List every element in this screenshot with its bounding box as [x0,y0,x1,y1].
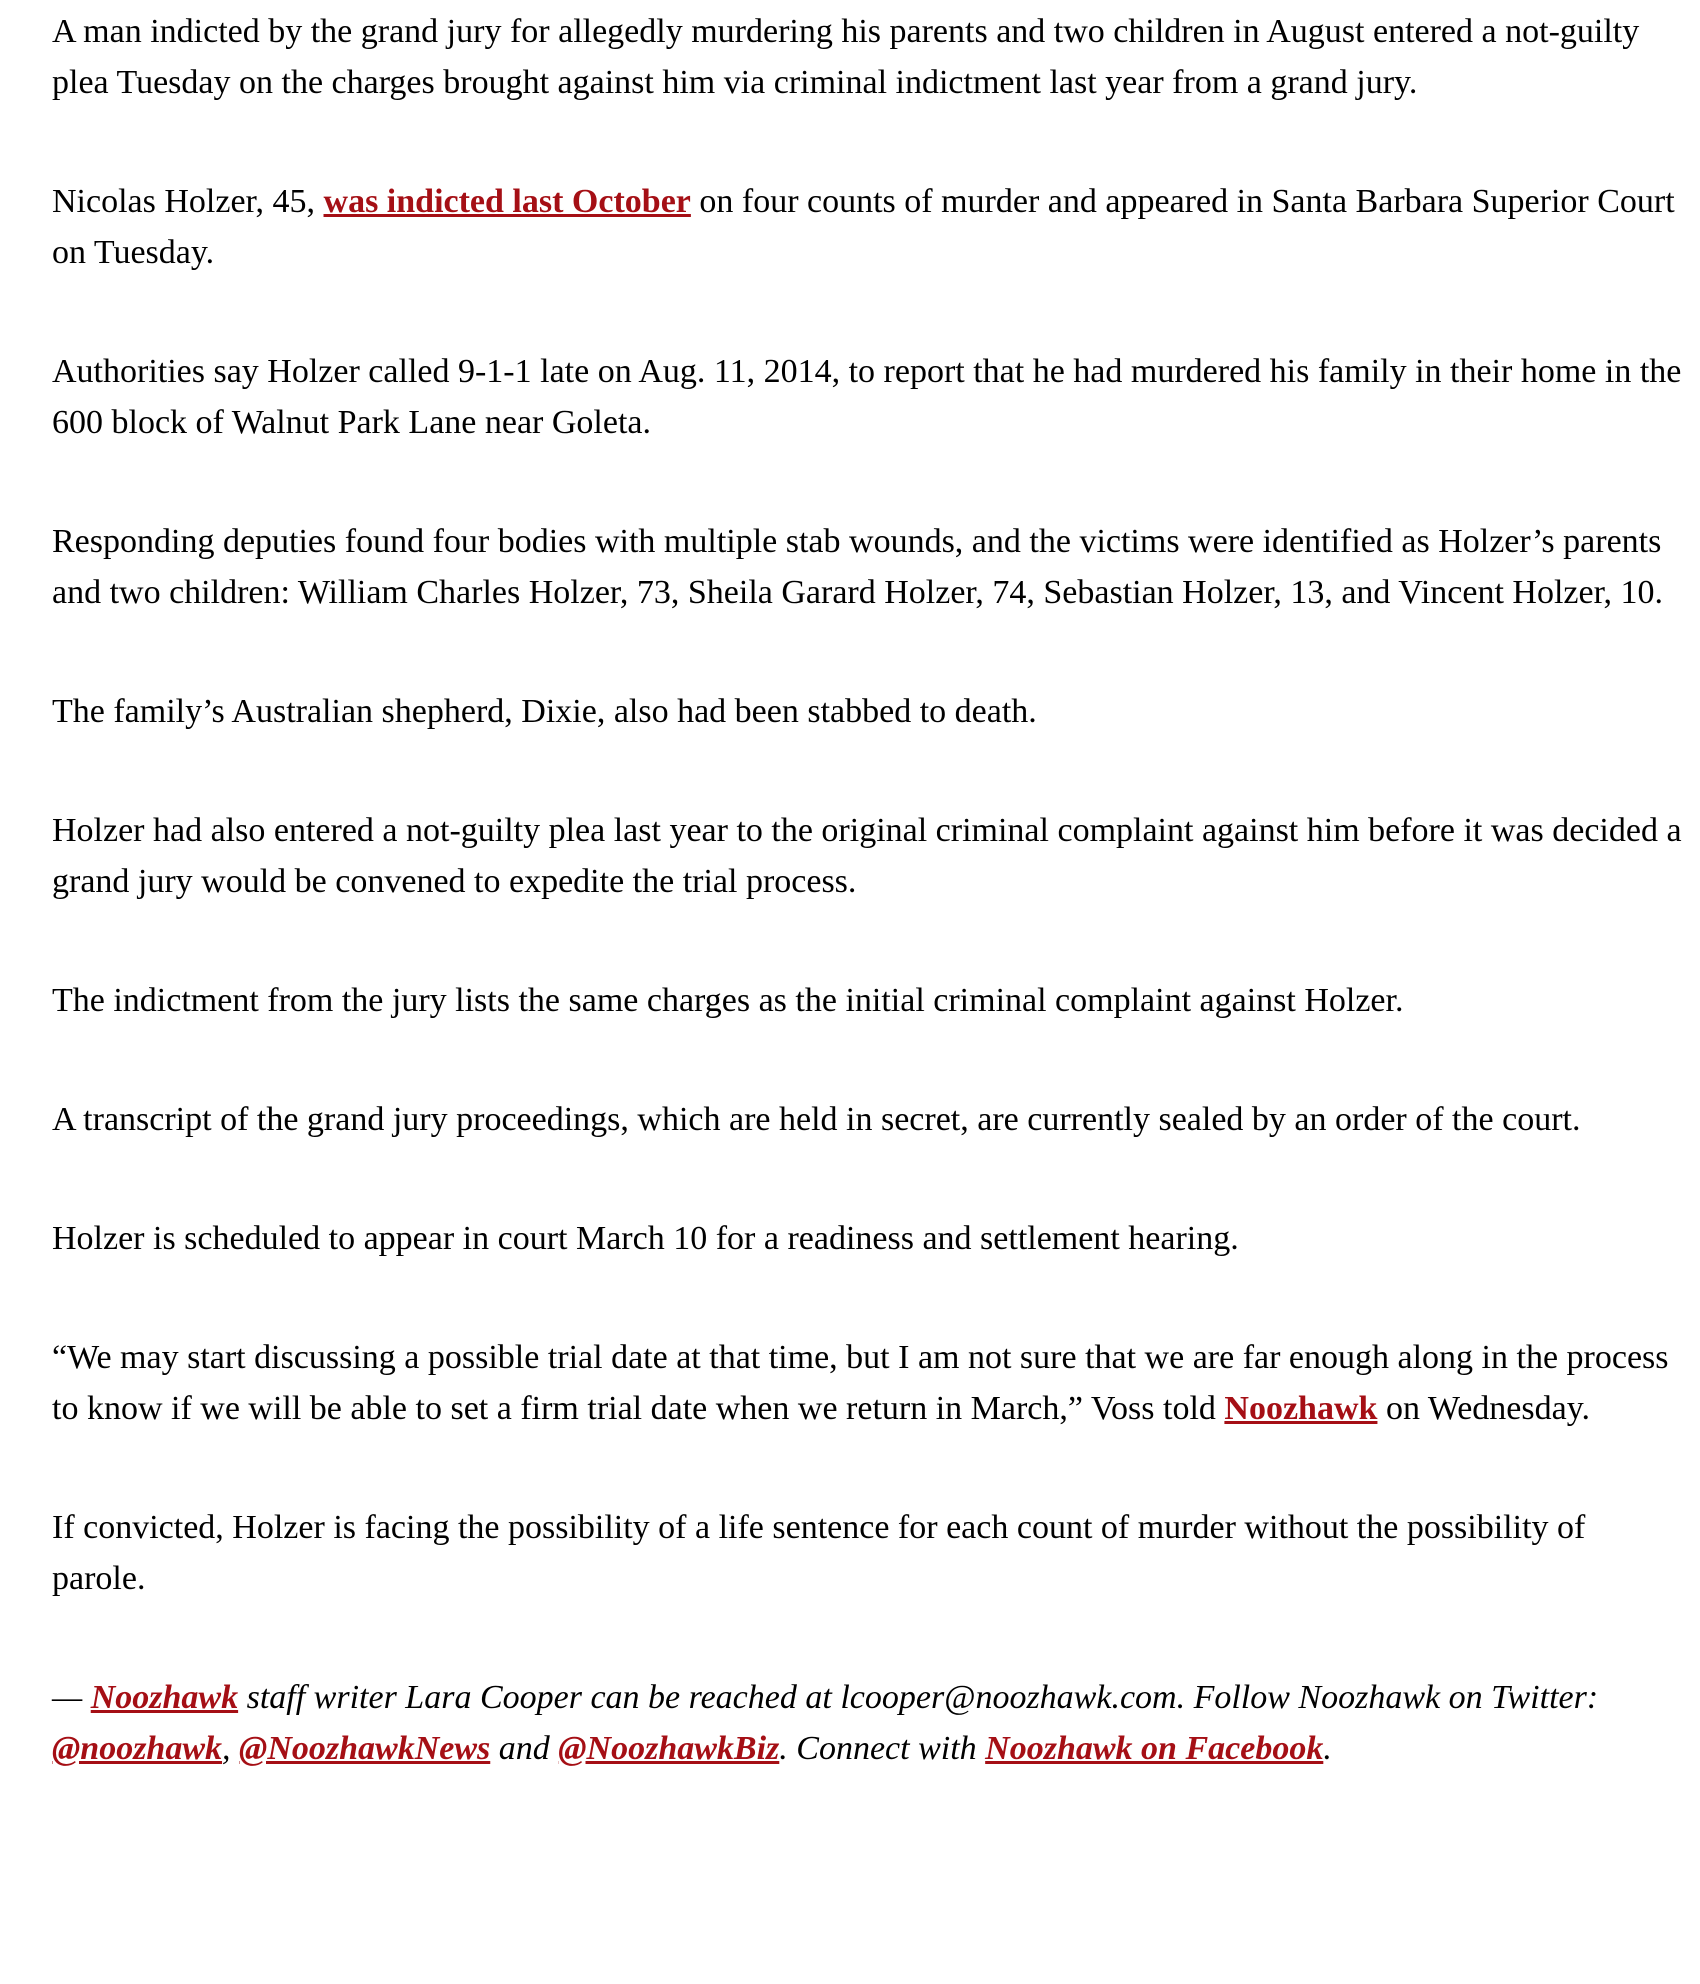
footer-separator: and [490,1730,559,1767]
article-body [52,6,1682,1774]
paragraph-text: on four counts of murder and appeared in Santa Barbara Superior Court on Tuesday. [52,183,1675,271]
was-indicted-link[interactable]: was indicted last October [323,183,691,220]
paragraph-text: Nicolas Holzer, 45, [52,183,324,220]
paragraph-indictment [52,176,1682,278]
twitter-noozhawknews-link[interactable]: @NoozhawkNews [239,1730,491,1767]
paragraph-text: on Wednesday. [1377,1390,1590,1427]
paragraph-victims: Responding deputies found four bodies with multiple stab wounds, and the victims were identified as Holzer’s parents and two children: William Charles Holzer, 73, Sheila Garard Holzer, 74, Sebastian Holzer, 13, and Vincent Holzer, 10. [52,523,1664,611]
paragraph-lead: A man indicted by the grand jury for allegedly murdering his parents and two children in August entered a not-guilty plea Tuesday on the charges brought against him via criminal indictment last year from a grand jury. [52,13,1640,101]
paragraph-dog: The family’s Australian shepherd, Dixie, also had been stabbed to death. [52,693,1037,730]
paragraph-transcript: A transcript of the grand jury proceedings, which are held in secret, are currently sealed by an order of the court. [52,1101,1581,1138]
twitter-noozhawkbiz-link[interactable]: @NoozhawkBiz [558,1730,780,1767]
paragraph-sentence: If convicted, Holzer is facing the possibility of a life sentence for each count of murder without the possibility of parole. [52,1509,1586,1597]
facebook-link[interactable]: Noozhawk on Facebook [985,1730,1324,1767]
footer-separator: , [222,1730,240,1767]
author-footer [52,1672,1682,1774]
footer-noozhawk-link[interactable]: Noozhawk [90,1679,239,1716]
noozhawk-link[interactable]: Noozhawk [1224,1390,1378,1427]
paragraph-quote [52,1332,1682,1434]
footer-end: . [1323,1730,1332,1767]
paragraph-text: “We may start discussing a possible trial date at that time, but I am not sure that we are far enough along in the process to know if we will be able to set a firm trial date when we return in March,” Voss told [52,1339,1669,1427]
twitter-noozhawk-link[interactable]: @noozhawk [52,1730,223,1767]
footer-text: staff writer Lara Cooper can be reached at lcooper@noozhawk.com. Follow Noozhawk on Twitter: [238,1679,1599,1716]
paragraph-hearing: Holzer is scheduled to appear in court March 10 for a readiness and settlement hearing. [52,1220,1239,1257]
paragraph-earlier-plea: Holzer had also entered a not-guilty plea last year to the original criminal complaint against him before it was decided a grand jury would be convened to expedite the trial process. [52,812,1682,900]
footer-dash: — [52,1679,91,1716]
paragraph-charges: The indictment from the jury lists the same charges as the initial criminal complaint against Holzer. [52,982,1404,1019]
paragraph-authorities: Authorities say Holzer called 9-1-1 late on Aug. 11, 2014, to report that he had murdered his family in their home in the 600 block of Walnut Park Lane near Goleta. [52,353,1682,441]
footer-text: . Connect with [779,1730,986,1767]
